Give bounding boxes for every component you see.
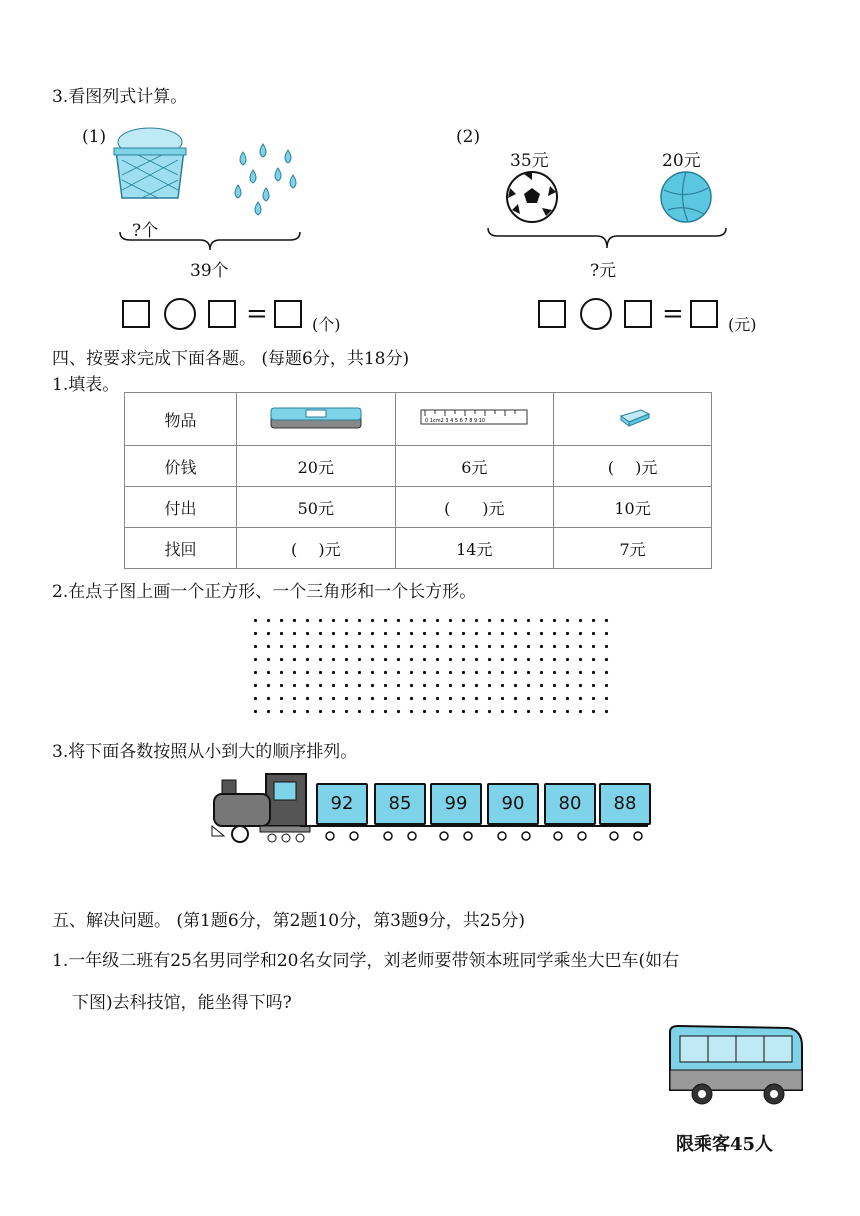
row-label: 物品 [125, 393, 237, 446]
train-car-number: 90 [487, 783, 539, 825]
part1-unit: (个) [312, 315, 341, 334]
bus-caption: 限乘客45人 [676, 1134, 774, 1155]
s4-q1-title: 1.填表。 [52, 375, 120, 395]
part1-unknown-label: ?个 [132, 221, 159, 241]
price-table [124, 392, 712, 569]
basketball-price: 20元 [662, 151, 701, 171]
s5-q1-line1: 1.一年级二班有25名男同学和20名女同学，刘老师要带领本班同学乘坐大巴车(如右 [52, 951, 680, 971]
table-cell: 10元 [554, 487, 712, 528]
drops-icon [235, 144, 296, 215]
part1-brace [118, 230, 302, 254]
table-cell: 7元 [554, 528, 712, 569]
s4-q3-title: 3.将下面各数按照从小到大的顺序排列。 [52, 742, 358, 762]
table-cell: 6元 [395, 446, 554, 487]
row-label: 找回 [125, 528, 237, 569]
soccer-ball-icon [504, 170, 560, 224]
eraser-icon [613, 406, 653, 428]
part1-number: (1) [82, 127, 107, 147]
bus-icon [664, 1022, 808, 1112]
equals-sign: = [662, 299, 684, 329]
answer-box[interactable] [538, 300, 566, 328]
ball-price: 35元 [510, 151, 549, 171]
row-label: 付出 [125, 487, 237, 528]
answer-box[interactable] [208, 300, 236, 328]
dot-grid[interactable] [249, 614, 613, 718]
pencil-case-icon [266, 402, 366, 432]
basketball-icon [658, 170, 714, 224]
part2-unit: (元) [728, 315, 757, 334]
blank-cell[interactable]: ( )元 [554, 446, 712, 487]
train-car-number: 92 [316, 783, 368, 825]
s5-q1-line2: 下图)去科技馆，能坐得下吗? [72, 993, 292, 1013]
train-car-number: 88 [599, 783, 651, 825]
ruler-ticks: 0 1cm2 3 4 5 6 7 8 9 10 [425, 418, 486, 424]
basket-and-drops-illustration [108, 120, 308, 220]
train-car-number: 80 [544, 783, 596, 825]
blank-cell[interactable]: ( )元 [395, 487, 554, 528]
table-cell: 14元 [395, 528, 554, 569]
q3-title: 3.看图列式计算。 [52, 87, 188, 107]
part1-total-label: 39个 [190, 261, 229, 281]
answer-box[interactable] [274, 300, 302, 328]
table-cell: 50元 [237, 487, 395, 528]
basket-icon [114, 128, 186, 198]
train-car-number: 85 [374, 783, 426, 825]
part2-total-label: ?元 [590, 261, 617, 281]
section5-heading: 五、解决问题。 (第1题6分，第2题10分，第3题9分，共25分) [52, 911, 526, 931]
part2-number: (2) [456, 127, 481, 147]
blank-cell[interactable]: ( )元 [237, 528, 395, 569]
answer-box[interactable] [122, 300, 150, 328]
section4-heading: 四、按要求完成下面各题。 (每题6分，共18分) [52, 349, 410, 369]
answer-box[interactable] [624, 300, 652, 328]
operator-circle[interactable] [164, 298, 196, 330]
train-car-number: 99 [430, 783, 482, 825]
answer-box[interactable] [690, 300, 718, 328]
s4-q2-title: 2.在点子图上画一个正方形、一个三角形和一个长方形。 [52, 582, 477, 602]
part2-brace [486, 226, 728, 252]
ruler-icon [419, 406, 529, 428]
row-label: 价钱 [125, 446, 237, 487]
operator-circle[interactable] [580, 298, 612, 330]
equals-sign: = [246, 299, 268, 329]
table-cell: 20元 [237, 446, 395, 487]
